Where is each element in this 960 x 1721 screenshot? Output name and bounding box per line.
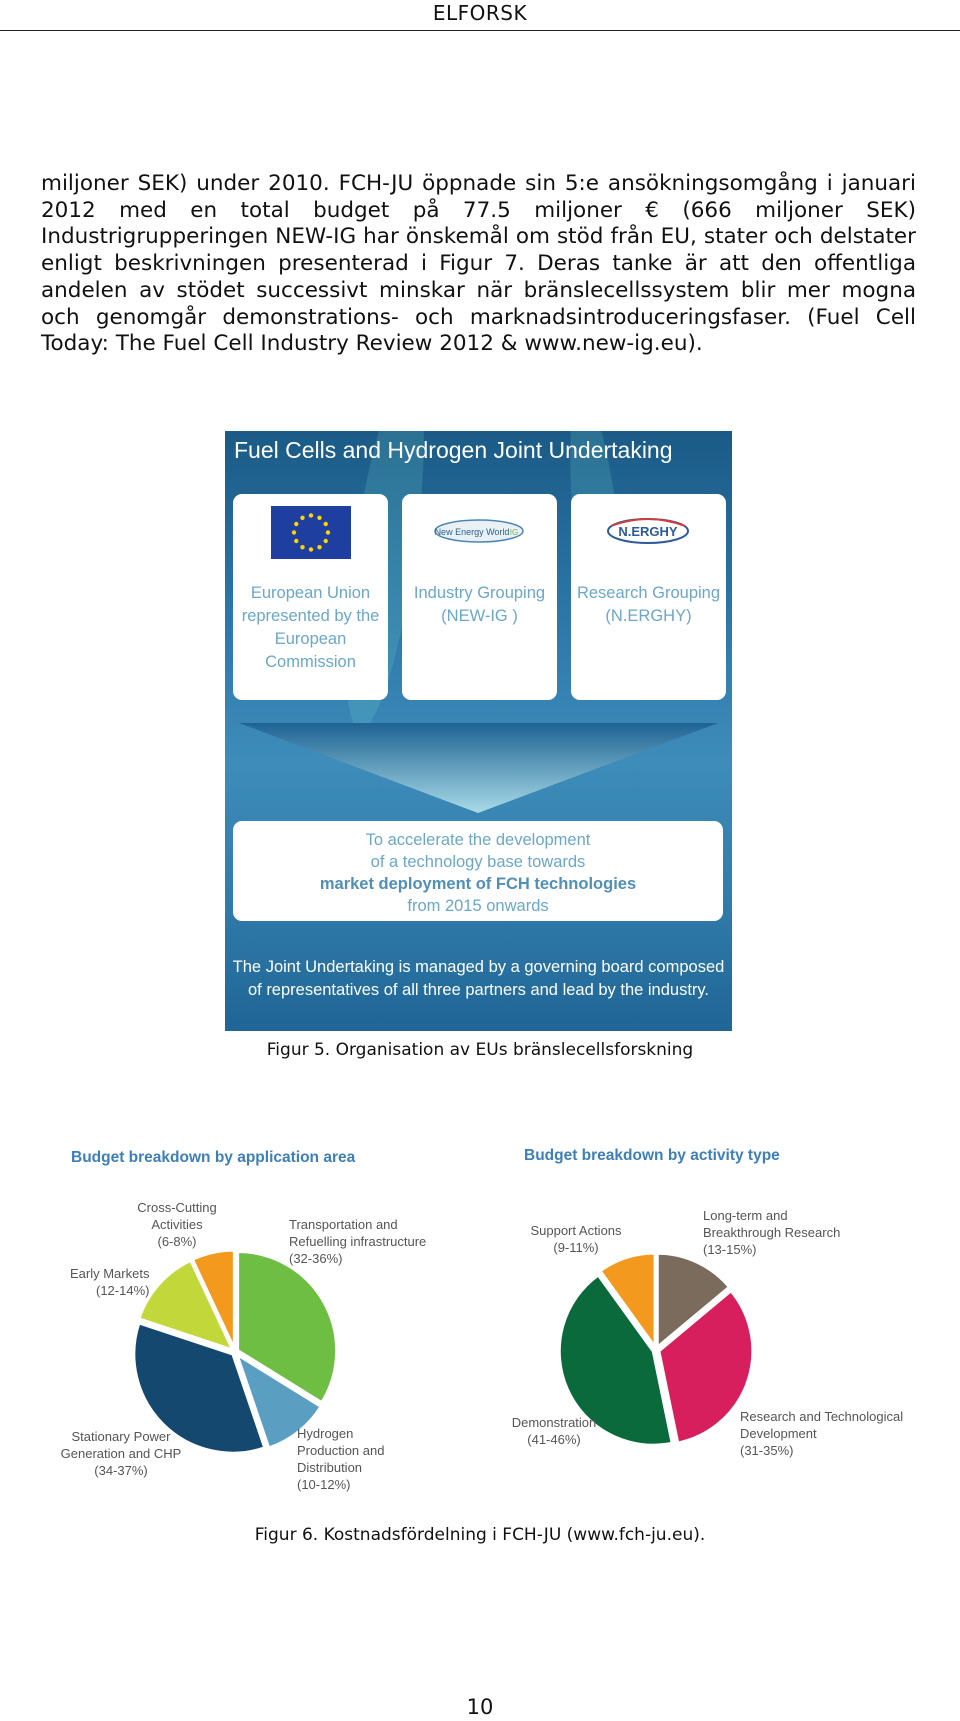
partner-card-industry <box>402 494 557 700</box>
eu-star <box>300 545 304 549</box>
partner-card-label: European Union represented by the European Commission <box>241 584 380 671</box>
eu-star <box>326 530 330 534</box>
pie-label-range: (32-36%) <box>289 1251 343 1266</box>
pie-label-range: (41-46%) <box>527 1432 581 1447</box>
figure-6-caption: Figur 6. Kostnadsfördelning i FCH-JU (www.fch-ju.eu). <box>254 1525 706 1545</box>
new-energy-world-logo <box>432 514 527 550</box>
pie-label <box>56 1428 186 1479</box>
body-paragraph-text: miljoner SEK) under 2010. FCH-JU öppnade sin 5:e ansökningsomgång i januari 2012 med en total budget på 77.5 miljoner € (666 miljoner SEK) Industrigrupperingen NEW-IG har önskemål om stöd från EU, stater och delstater enligt beskrivningen presenterad i Figur 7. Deras tanke är att den offentliga andelen av stödet successivt minskar när bränslecellssystem blir mer mogna och genomgår demonstrations- och marknadsintroduceringsfaser. (Fuel Cell Today: The Fuel Cell Industry Review 2012 & www.new-ig.eu). <box>41 171 916 357</box>
goal-line: To accelerate the development <box>365 831 591 849</box>
pie-label-range: (6-8%) <box>157 1234 197 1249</box>
eu-star <box>294 539 298 543</box>
pie-label-name: Early Markets <box>70 1266 150 1281</box>
pie-label-name: Long-term and Breakthrough Research <box>703 1208 841 1240</box>
pie-label <box>494 1414 614 1448</box>
header-title: ELFORSK <box>432 1 528 25</box>
chart-title: Budget breakdown by activity type <box>524 1147 780 1164</box>
svg-text:New Energy World: New Energy World <box>434 527 510 537</box>
eu-flag-icon <box>271 506 351 559</box>
goal-line: market deployment of FCH technologies <box>319 875 637 893</box>
pie-label-name: Stationary Power Generation and CHP <box>60 1429 182 1461</box>
pie-label <box>297 1425 397 1493</box>
pie-label <box>703 1207 843 1258</box>
partner-card-research <box>571 494 726 700</box>
pie-label-name: Cross-Cutting Activities <box>137 1200 217 1232</box>
pie-label-range: (12-14%) <box>96 1283 150 1298</box>
svg-text:N.ERGHY: N.ERGHY <box>618 524 678 539</box>
page-header <box>0 0 960 31</box>
pie-label-name: Demonstration <box>511 1415 597 1430</box>
governance-text: The Joint Undertaking is managed by a governing board composed of representatives of all three partners and lead by the industry. <box>232 958 725 999</box>
pie-label-name: Research and Technological Development <box>740 1409 904 1441</box>
nerghy-logo <box>601 514 696 550</box>
pie-label-range: (13-15%) <box>703 1242 757 1257</box>
svg-text:IG: IG <box>509 528 519 537</box>
pie-label-name: Transportation and Refuelling infrastructure <box>289 1217 427 1249</box>
eu-star <box>294 522 298 526</box>
pie-label <box>70 1265 149 1299</box>
eu-star <box>309 513 313 517</box>
eu-star <box>309 547 313 551</box>
fch-ju-title: Fuel Cells and Hydrogen Joint Undertaking <box>234 437 673 463</box>
pie-label <box>740 1408 910 1459</box>
pie-label <box>132 1199 222 1250</box>
figure-5-caption: Figur 5. Organisation av EUs bränslecellsforskning <box>266 1040 694 1060</box>
fch-ju-organisation-graphic <box>225 431 732 1031</box>
partner-card-label: Industry Grouping (NEW-IG ) <box>413 584 546 625</box>
partner-card-eu <box>233 494 388 700</box>
eu-star <box>292 530 296 534</box>
pie-label-range: (34-37%) <box>94 1463 148 1478</box>
goal-line: of a technology base towards <box>370 853 586 871</box>
chart-title: Budget breakdown by application area <box>71 1149 356 1166</box>
partner-card-label: Research Grouping (N.ERGHY) <box>576 584 721 625</box>
pie-label-range: (31-35%) <box>740 1443 794 1458</box>
pie-label-range: (10-12%) <box>297 1477 351 1492</box>
pie-label <box>289 1216 439 1267</box>
body-paragraph <box>41 171 916 358</box>
eu-star <box>324 539 328 543</box>
pie-label-range: (9-11%) <box>553 1240 599 1255</box>
eu-star <box>317 545 321 549</box>
page-number: 10 <box>466 1695 494 1719</box>
goal-box <box>233 821 723 921</box>
goal-line: from 2015 onwards <box>407 897 549 915</box>
funnel-arrow <box>239 723 718 813</box>
pie-label <box>526 1222 626 1256</box>
eu-star <box>300 516 304 520</box>
pie-label-name: Support Actions <box>530 1223 622 1238</box>
pie-label-name: Hydrogen Production and Distribution <box>297 1426 385 1475</box>
eu-star <box>317 516 321 520</box>
eu-star <box>324 522 328 526</box>
